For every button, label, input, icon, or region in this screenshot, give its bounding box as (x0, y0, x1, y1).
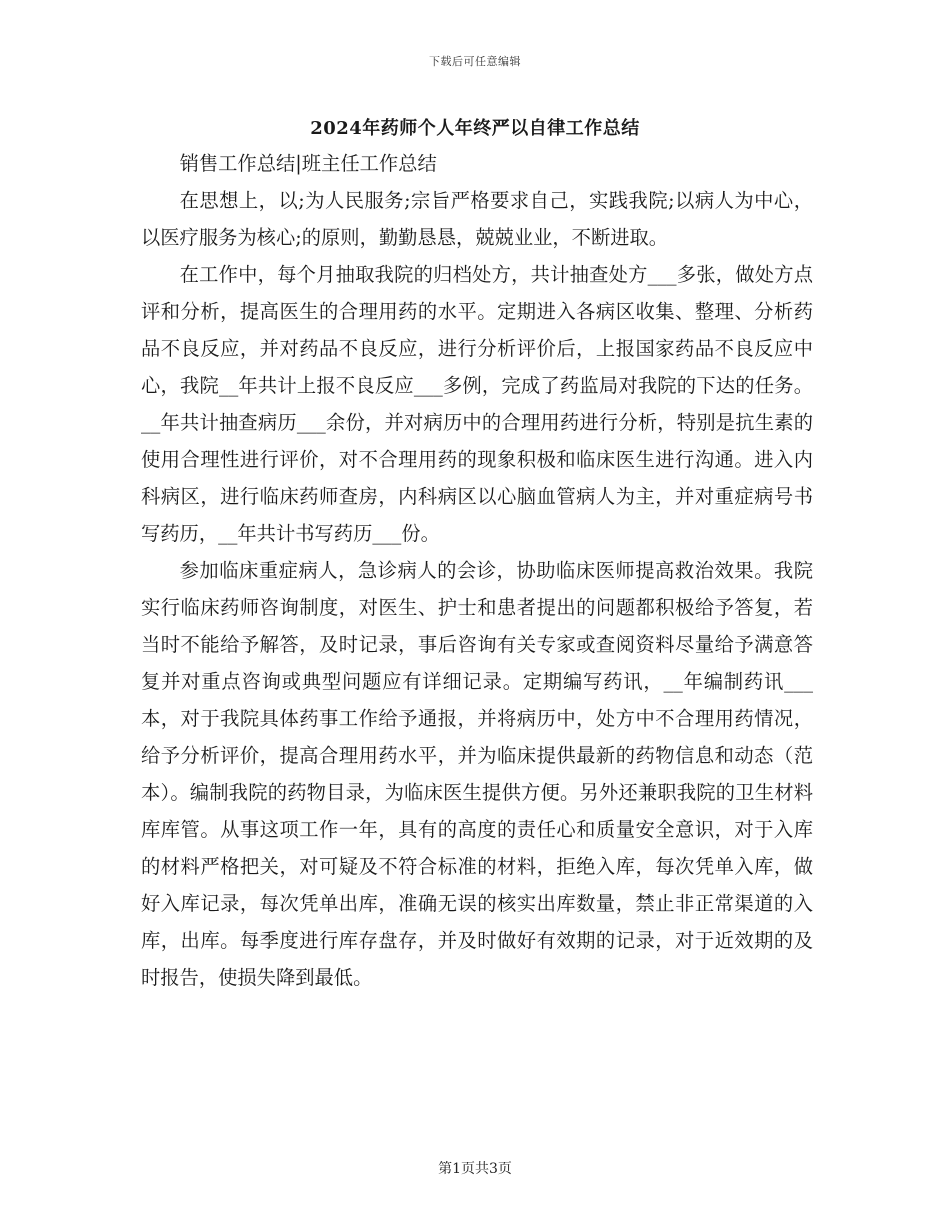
paragraph-3: 参加临床重症病人，急诊病人的会诊，协助临床医师提高救治效果。我院实行临床药师咨询制度，对医生、护士和患者提出的问题都积极给予答复，若当时不能给予解答，及时记录，事后咨询有关专家或查阅资料尽量给予满意答复并对重点咨询或典型问题应有详细记录。定期编写药讯，__年编制药讯___本，对于我院具体药事工作给予通报，并将病历中，处方中不合理用药情况，给予分析评价，提高合理用药水平，并为临床提供最新的药物信息和动态（范本）。编制我院的药物目录，为临床医生提供方便。另外还兼职我院的卫生材料库库管。从事这项工作一年，具有的高度的责任心和质量安全意识，对于入库的材料严格把关，对可疑及不符合标准的材料，拒绝入库，每次凭单入库，做好入库记录，每次凭单出库，准确无误的核实出库数量，禁止非正常渠道的入库，出库。每季度进行库存盘存，并及时做好有效期的记录，对于近效期的及时报告，使损失降到最低。 (141, 559, 813, 989)
document-body (141, 145, 813, 996)
page-footer-number: 第1页共3页 (438, 1161, 512, 1177)
paragraph-1: 在思想上，以;为人民服务;宗旨严格要求自己，实践我院;以病人为中心，以医疗服务为核心;的原则，勤勤恳恳，兢兢业业，不断进取。 (141, 189, 813, 249)
page-header-note: 下载后可任意编辑 (429, 55, 521, 68)
paragraph-2: 在工作中，每个月抽取我院的归档处方，共计抽查处方___多张，做处方点评和分析，提高医生的合理用药的水平。定期进入各病区收集、整理、分析药品不良反应，并对药品不良反应，进行分析评价后，上报国家药品不良反应中心，我院__年共计上报不良反应___多例，完成了药监局对我院的下达的任务。__年共计抽查病历___余份，并对病历中的合理用药进行分析，特别是抗生素的使用合理性进行评价，对不合理用药的现象积极和临床医生进行沟通。进入内科病区，进行临床药师查房，内科病区以心脑血管病人为主，并对重症病号书写药历，__年共计书写药历___份。 (141, 263, 813, 545)
document-title: 2024年药师个人年终严以自律工作总结 (310, 118, 640, 139)
paragraph-subtitle: 销售工作总结|班主任工作总结 (179, 152, 437, 175)
